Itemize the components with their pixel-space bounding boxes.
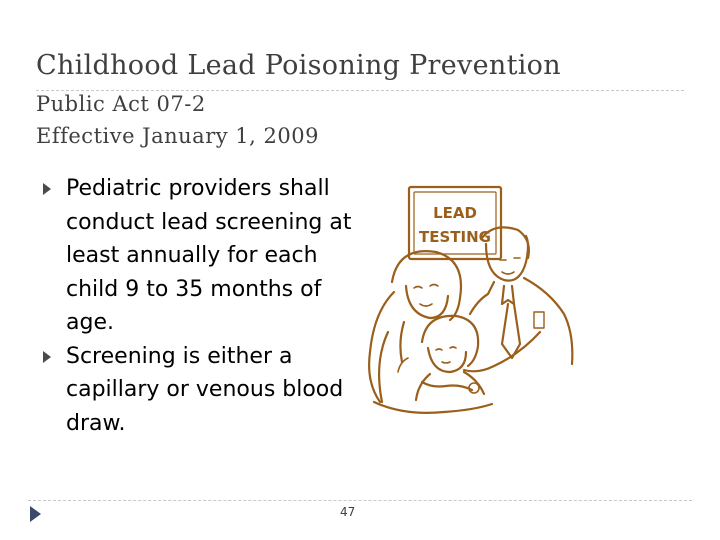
- father-shoulders: [470, 278, 572, 364]
- bullet-text: Screening is either a capillary or venous blood draw.: [66, 343, 344, 436]
- footer-divider: [28, 500, 692, 501]
- bullet-item: [38, 172, 358, 340]
- family-lead-testing-illustration: [364, 182, 594, 422]
- mother-arm: [374, 402, 492, 413]
- child-features: [436, 347, 456, 363]
- child-arms: [422, 382, 472, 390]
- sign-line-1: LEAD: [433, 204, 477, 222]
- bullet-text: Pediatric providers shall conduct lead screening at least annually for each child 9 to 35 months of age.: [66, 176, 352, 335]
- bullet-list: [38, 172, 358, 440]
- triangle-bullet-icon: [43, 351, 51, 363]
- mother-hair: [392, 251, 461, 320]
- father-figure: [464, 227, 572, 371]
- father-tie: [502, 286, 514, 304]
- shirt-pocket: [534, 312, 544, 328]
- child-hand: [469, 383, 479, 393]
- mother-face: [406, 286, 448, 318]
- bullet-item: [38, 340, 358, 441]
- sign-line-2: TESTING: [419, 228, 491, 246]
- mother-figure: [369, 251, 492, 413]
- title-divider: [36, 90, 684, 91]
- slide-corner-triangle-icon: [30, 506, 41, 522]
- mother-body: [379, 322, 404, 402]
- page-number: 47: [340, 505, 356, 519]
- father-tie-body: [502, 304, 520, 358]
- father-features: [500, 258, 520, 274]
- triangle-bullet-icon: [43, 183, 51, 195]
- sign-board: [409, 187, 501, 259]
- child-figure: [416, 316, 484, 400]
- lead-testing-sign: [409, 187, 501, 259]
- subtitle-effective-date: Effective January 1, 2009: [36, 124, 319, 148]
- slide-title: Childhood Lead Poisoning Prevention: [36, 50, 561, 81]
- child-face: [428, 348, 466, 372]
- mother-features: [414, 285, 438, 307]
- mother-sleeve: [398, 358, 408, 372]
- subtitle-public-act: Public Act 07-2: [36, 92, 206, 116]
